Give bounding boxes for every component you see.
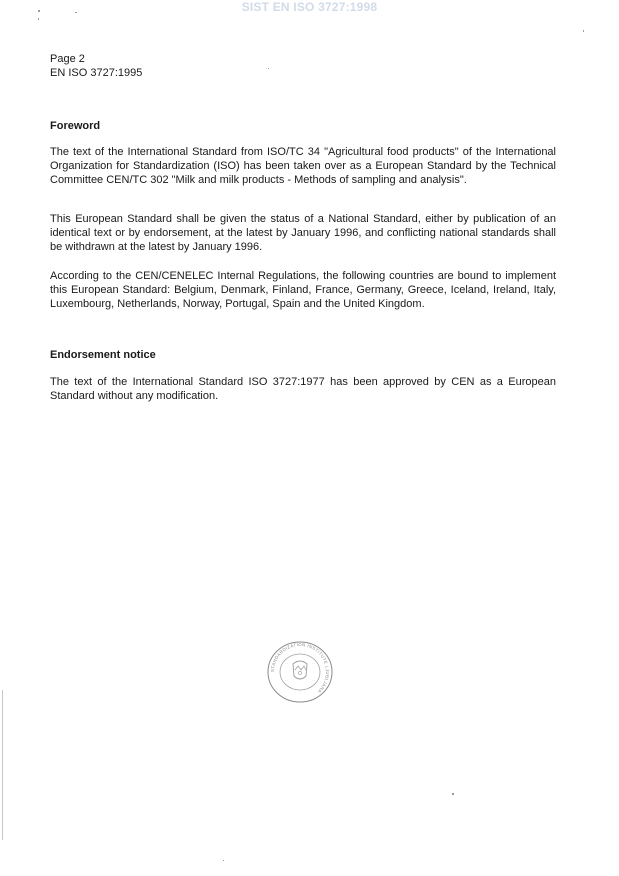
scan-speck <box>38 10 40 12</box>
scan-speck <box>38 18 39 20</box>
scan-speck <box>223 860 224 861</box>
endorsement-paragraph-block <box>50 375 556 403</box>
endorsement-paragraph: The text of the International Standard ISO 3727:1977 has been approved by CEN as a European Standard without any modification. <box>50 376 556 402</box>
scan-speck <box>268 68 269 69</box>
foreword-paragraph: The text of the International Standard from ISO/TC 34 "Agricultural food products" of the International Organization for Standardization (ISO) has been taken over as a European Standard by the Technical Committee CEN/TC 302 "Milk and milk products - Methods of sampling and analysis". <box>50 146 556 186</box>
foreword-paragraph: This European Standard shall be given the status of a National Standard, either by publication of an identical text or by endorsement, at the latest by January 1996, and conflicting national standards shall be withdrawn at the latest by January 1996. <box>50 213 556 253</box>
foreword-paragraph-1 <box>50 145 556 187</box>
page-number: Page 2 <box>50 53 85 65</box>
endorsement-section <box>50 349 556 361</box>
foreword-paragraph-2 <box>50 212 556 254</box>
scan-speck <box>583 30 584 32</box>
foreword-paragraph: According to the CEN/CENELEC Internal Regulations, the following countries are bound to implement this European Standard: Belgium, Denmark, Finland, France, Germany, Greece, Iceland, Ireland, Italy, Luxembourg, Netherlands, Norway, Portugal, Spain and the United Kingdom. <box>50 270 556 310</box>
page-header <box>50 52 142 80</box>
scan-speck <box>452 793 454 795</box>
scan-edge-line <box>2 690 3 840</box>
standard-number: EN ISO 3727:1995 <box>50 67 143 79</box>
scan-speck <box>75 12 77 13</box>
endorsement-heading: Endorsement notice <box>50 349 156 361</box>
seal-ring-text: STANDARDIZATION INSTITUTE LJUBLJANA <box>269 641 331 695</box>
watermark: SIST EN ISO 3727:1998 <box>241 0 378 14</box>
foreword-paragraph-3 <box>50 269 556 311</box>
foreword-section <box>50 120 556 132</box>
institute-seal-stamp <box>266 640 334 704</box>
foreword-heading: Foreword <box>50 120 101 132</box>
